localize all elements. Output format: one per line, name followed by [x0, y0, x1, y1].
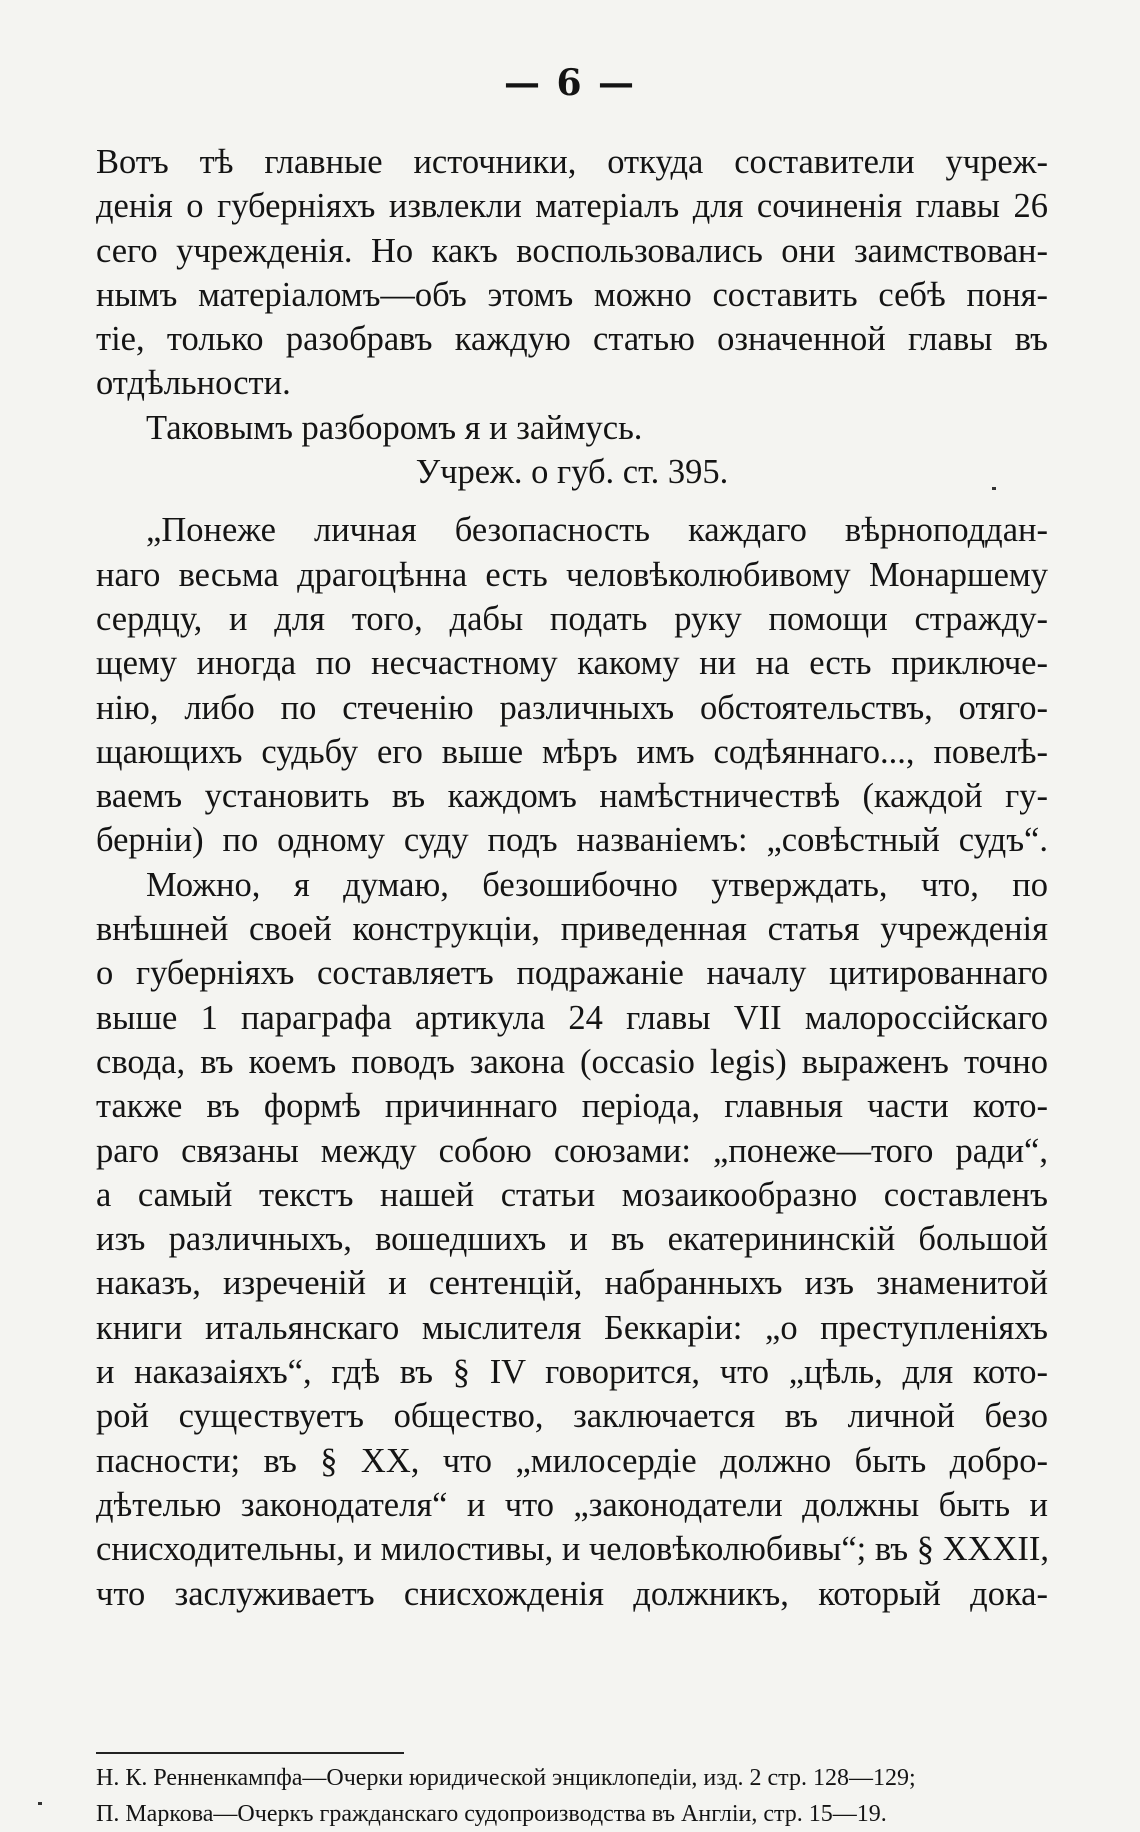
- text-line: свода, въ коемъ поводъ закона (occasio legis) выраженъ точно: [96, 1042, 1048, 1081]
- text-line: нію, либо по стеченію различныхъ обстоятельствъ, отяго-: [96, 688, 1048, 727]
- text-line: щему иногда по несчастному какому ни на есть приключе-: [96, 644, 1048, 683]
- text-line: нымъ матеріаломъ—объ этомъ можно составить себѣ поня-: [96, 275, 1048, 314]
- scan-speck: [38, 1802, 42, 1805]
- text-line: пасности; въ § XX, что „милосердіе должно быть добро-: [96, 1441, 1048, 1480]
- section-heading: Учреж. о губ. ст. 395.: [415, 453, 729, 492]
- text-line: также въ формѣ причиннаго періода, главныя части кото-: [96, 1087, 1048, 1126]
- text-line: денія о губерніяхъ извлекли матеріалъ для сочиненія главы 26: [96, 187, 1048, 226]
- text-line: о губерніяхъ составляетъ подражаніе началу цитированнаго: [96, 954, 1048, 993]
- text-line: дѣтелью законодателя“ и что „законодатели должны быть и: [96, 1485, 1048, 1524]
- text-line: отдѣльности.: [96, 364, 291, 403]
- spacer: [96, 494, 1048, 508]
- text-line: а самый текстъ нашей статьи мозаикообразно составленъ: [96, 1175, 1048, 1214]
- text-line: наказъ, изреченій и сентенцій, набранныхъ изъ знаменитой: [96, 1264, 1048, 1303]
- footnote-line: П. Маркова—Очеркъ гражданскаго судопроизводства въ Англіи, стр. 15—19.: [96, 1801, 887, 1827]
- text-line: Вотъ тѣ главные источники, откуда составители учреж-: [96, 143, 1048, 181]
- footnotes: [96, 1760, 1048, 1832]
- text-line: снисходительны, и милостивы, и человѣколюбивы“; въ § XXXII,: [96, 1530, 1049, 1569]
- page-number: — 6 —: [503, 62, 637, 104]
- footnote-divider: [96, 1752, 404, 1754]
- text-line: сего учрежденія. Но какъ воспользовались они заимствован-: [96, 231, 1048, 270]
- text-line: наго весьма драгоцѣнна есть человѣколюбивому Монаршему: [96, 555, 1048, 594]
- text-line: раго связаны между собою союзами: „понеже—того ради“,: [96, 1131, 1048, 1170]
- text-line: тіе, только разобравъ каждую статью означенной главы въ: [96, 320, 1048, 359]
- text-line: и наказаіяхъ“, гдѣ въ § IV говорится, что „цѣль, для кото-: [96, 1353, 1048, 1392]
- text-line: „Понеже личная безопасность каждаго вѣрноподдан-: [146, 511, 1048, 550]
- text-line: берніи) по одному суду подъ названіемъ: „совѣстный судъ“.: [96, 821, 1048, 860]
- text-line: рой существуетъ общество, заключается въ личной безо: [96, 1397, 1048, 1436]
- text-line: выше 1 параграфа артикула 24 главы VII малороссійскаго: [96, 998, 1048, 1037]
- text-line: сердцу, и для того, дабы подать руку помощи стражду-: [96, 599, 1048, 638]
- scan-speck: [992, 487, 996, 490]
- text-line: книги итальянскаго мыслителя Беккаріи: „о преступленіяхъ: [96, 1308, 1048, 1347]
- footnote-line: Н. К. Ренненкампфа—Очерки юридической энциклопедіи, изд. 2 стр. 128—129;: [96, 1765, 916, 1791]
- text-line: щающихъ судьбу его выше мѣръ имъ содѣяннаго..., повелѣ-: [96, 732, 1048, 771]
- body-text: [96, 140, 1048, 1616]
- text-line: Можно, я думаю, безошибочно утверждать, что, по: [146, 865, 1048, 904]
- text-line: внѣшней своей конструкціи, приведенная статья учрежденія: [96, 910, 1048, 949]
- text-line: ваемъ установить въ каждомъ намѣстничествѣ (каждой гу-: [96, 777, 1048, 816]
- text-line: изъ различныхъ, вошедшихъ и въ екатерининскій большой: [96, 1220, 1048, 1259]
- text-line: Таковымъ разборомъ я и займусь.: [146, 408, 643, 447]
- text-line: что заслуживаетъ снисхожденія должникъ, который дока-: [96, 1574, 1048, 1613]
